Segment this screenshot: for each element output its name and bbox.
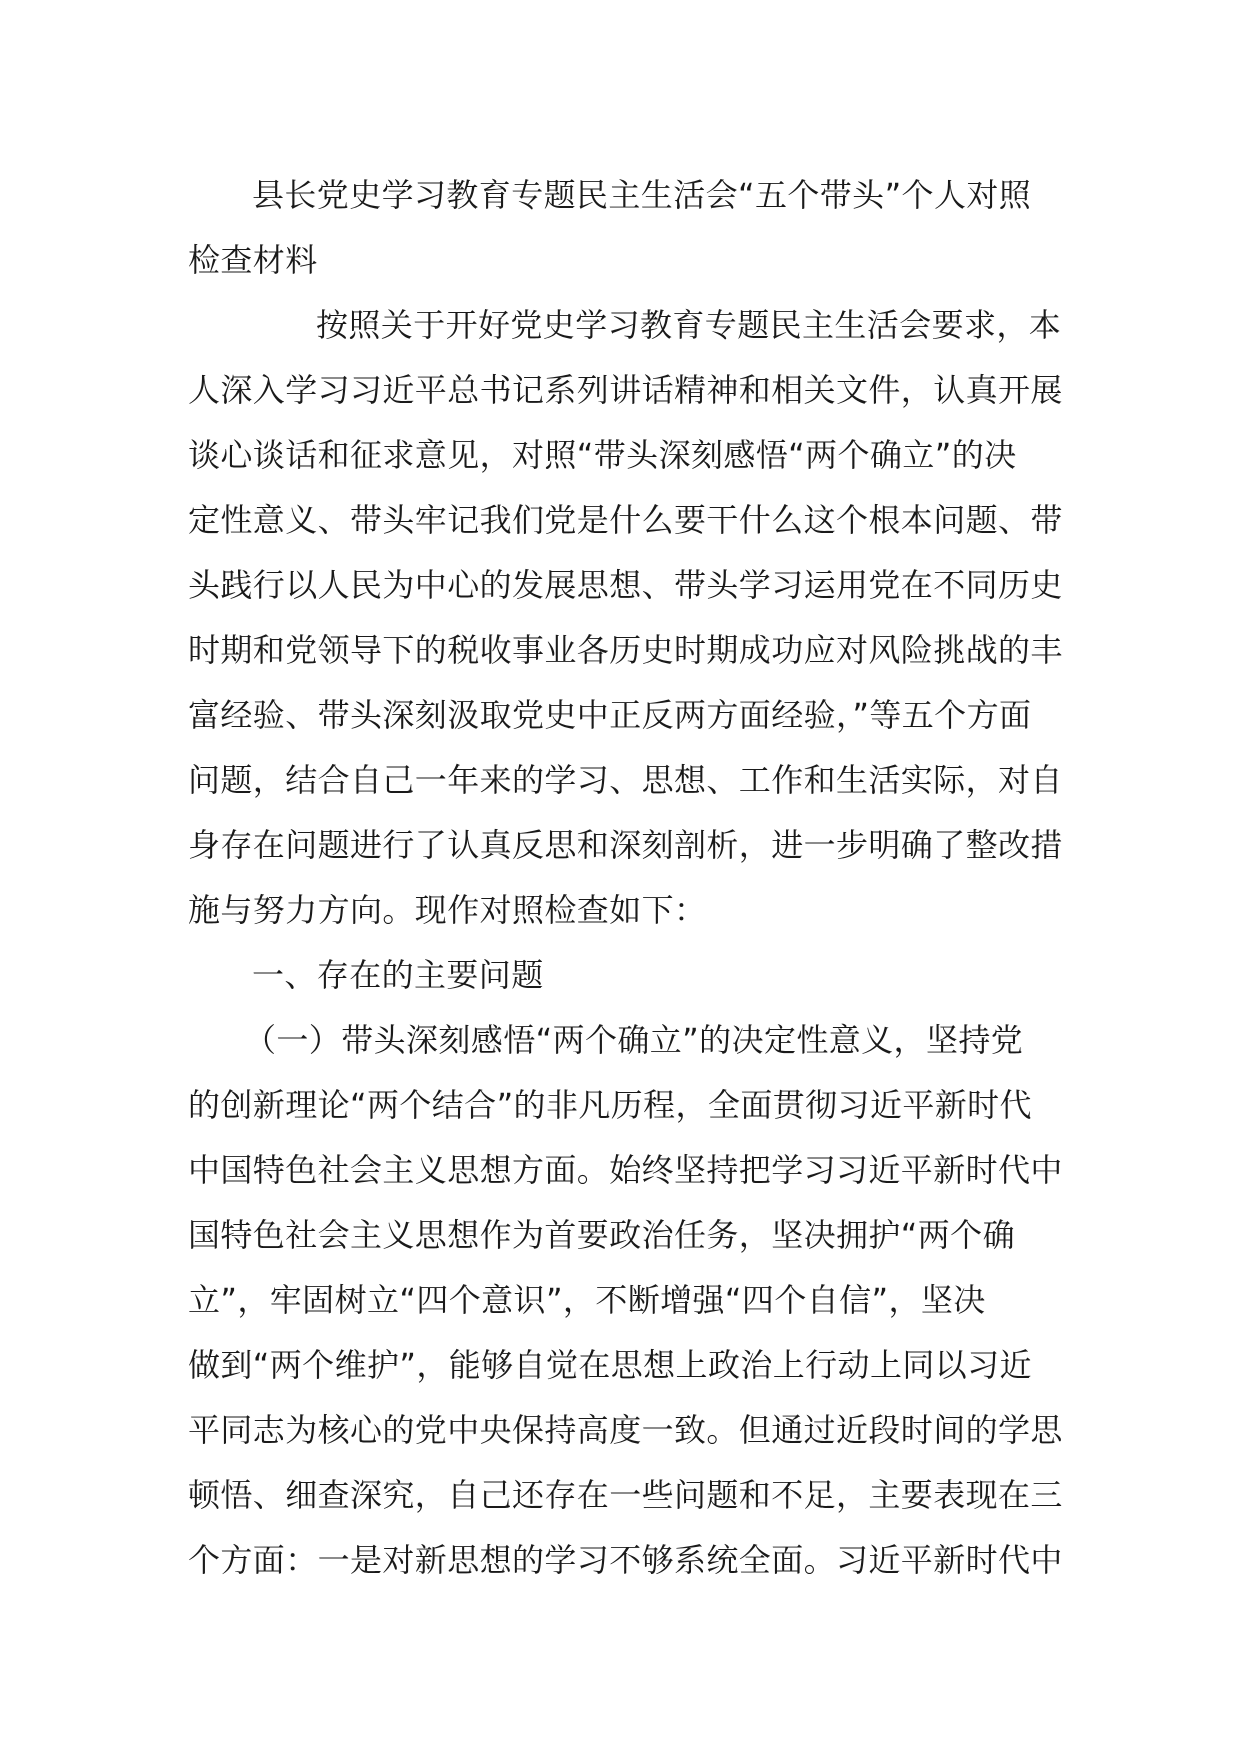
intro-line: 时期和党领导下的税收事业各历史时期成功应对风险挑战的丰 (188, 631, 1063, 669)
section1-line: 的创新理论“两个结合”的非凡历程，全面贯彻习近平新时代 (188, 1086, 1032, 1124)
intro-line: 富经验、带头深刻汲取党史中正反两方面经验，”等五个方面 (188, 696, 1032, 734)
section1-line: 做到“两个维护”，能够自觉在思想上政治上行动上同以习近 (188, 1346, 1032, 1384)
intro-line: 人深入学习习近平总书记系列讲话精神和相关文件，认真开展 (188, 371, 1063, 409)
section1-line: 中国特色社会主义思想方面。始终坚持把学习习近平新时代中 (188, 1151, 1063, 1189)
section1-line: 个方面：一是对新思想的学习不够系统全面。习近平新时代中 (188, 1541, 1063, 1579)
section1-line: （一）带头深刻感悟“两个确立”的决定性意义，坚持党 (244, 1021, 1024, 1059)
intro-line: 按照关于开好党史学习教育专题民主生活会要求，本 (316, 306, 1062, 344)
intro-line: 问题，结合自己一年来的学习、思想、工作和生活实际，对自 (188, 761, 1063, 799)
intro-line: 身存在问题进行了认真反思和深刻剖析，进一步明确了整改措 (188, 826, 1063, 864)
section1-line: 国特色社会主义思想作为首要政治任务，坚决拥护“两个确 (188, 1216, 1015, 1254)
section1-line: 立”，牢固树立“四个意识”，不断增强“四个自信”，坚决 (188, 1281, 986, 1319)
section1-line: 顿悟、细查深究，自己还存在一些问题和不足，主要表现在三 (188, 1476, 1063, 1514)
intro-line: 谈心谈话和征求意见，对照“带头深刻感悟“两个确立”的决 (188, 436, 1017, 474)
intro-line: 施与努力方向。现作对照检查如下： (188, 891, 707, 929)
document-title-line-1: 县长党史学习教育专题民主生活会“五个带头”个人对照 (252, 176, 1032, 214)
document-title-line-2: 检查材料 (188, 241, 318, 279)
intro-line: 定性意义、带头牢记我们党是什么要干什么这个根本问题、带 (188, 501, 1063, 539)
document-body (188, 163, 1063, 1593)
section-heading: 一、存在的主要问题 (252, 956, 544, 994)
intro-line: 头践行以人民为中心的发展思想、带头学习运用党在不同历史 (188, 566, 1063, 604)
section1-line: 平同志为核心的党中央保持高度一致。但通过近段时间的学思 (188, 1411, 1063, 1449)
